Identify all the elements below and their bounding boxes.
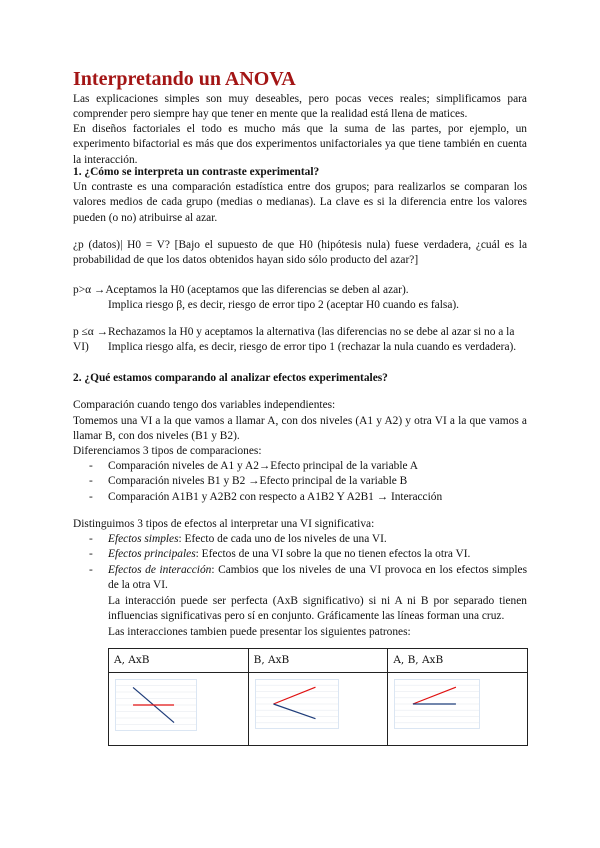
bullet: - [89, 460, 93, 472]
s2-line-2: Tomemos una VI a la que vamos a llamar A, con dos niveles (A1 y A2) y otra VI a la que vamos a llamar B, con dos niveles (B1 y B2). [73, 415, 527, 443]
table-header: A, AxB [109, 649, 249, 673]
s2-line-4: Distinguimos 3 tipos de efectos al interpretar una VI significativa: [73, 518, 375, 530]
table-cell [109, 673, 249, 746]
interaction-note: La interacción puede ser perfecta (AxB significativo) si ni A ni B por separado tienen influencias significativas pero sí en conjunto. Gráficamente las líneas forman una cruz. [108, 595, 527, 623]
interaction-chart-a [115, 679, 197, 731]
list-item [73, 563, 527, 594]
patterns-table [108, 648, 528, 746]
table-header: B, AxB [248, 649, 388, 673]
s1-reject-detail: Implica riesgo alfa, es decir, riesgo de error tipo 1 (rechazar la nula cuando es verdadera). [108, 341, 517, 353]
bullet: - [89, 563, 93, 576]
list-item [73, 474, 527, 489]
s1-accept-detail: Implica riesgo β, es decir, riesgo de error tipo 2 (aceptar H0 cuando es falsa). [108, 299, 460, 311]
effect-desc: : Efectos de una VI sobre la que no tienen efectos la otra VI. [195, 548, 471, 561]
list-item [73, 532, 527, 547]
bullet: - [89, 490, 93, 503]
bullet: - [89, 475, 93, 488]
list-item [73, 459, 527, 474]
table-header: A, B, AxB [388, 649, 528, 673]
list-item [73, 547, 527, 562]
s2-line-3: Diferenciamos 3 tipos de comparaciones: [73, 445, 262, 457]
interaction-chart-b [255, 679, 339, 729]
effect-term: Efectos de interacción [108, 563, 212, 576]
effects-list [73, 532, 527, 640]
intro-paragraph-1: Las explicaciones simples son muy deseables, pero pocas veces reales; simplificamos para comprender pero siempre hay que tener en mente que la realidad está llena de matices. [73, 93, 527, 121]
s2-line-1: Comparación cuando tengo dos variables independientes: [73, 399, 336, 411]
effect-desc: : Efecto de cada uno de los niveles de una VI. [178, 533, 387, 545]
page-title: Interpretando un ANOVA [73, 68, 296, 90]
interaction-chart-ab [394, 679, 480, 729]
list-item [73, 490, 527, 505]
bullet: - [89, 533, 93, 545]
s1-paragraph-1: Un contraste es una comparación estadística entre dos grupos; para realizarlos se comparan los valores medios de cada grupo (medias o medianas). La clave es si la diferencia entre los valores pueden (o no) atribuirse al azar. [73, 181, 527, 224]
list-item-text: Comparación niveles de A1 y A2→Efecto principal de la variable A [108, 460, 418, 472]
table-cell [248, 673, 388, 746]
effect-desc: : Cambios que los niveles de una VI provoca en los efectos simples de la otra VI. [108, 563, 527, 591]
intro-paragraph-2: En diseños factoriales el todo es mucho más que la suma de las partes, por ejemplo, un experimento bifactorial es más que dos experimentos unifactoriales ya que tiene también en cuenta la interacción. [73, 123, 527, 166]
effect-term: Efectos principales [108, 548, 196, 561]
list-item-text: Comparación niveles B1 y B2 →Efecto principal de la variable B [108, 475, 408, 488]
s1-accept-line: p>α →Aceptamos la H0 (aceptamos que las diferencias se deben al azar). [73, 284, 409, 296]
table-cell [388, 673, 528, 746]
s1-paragraph-2: ¿p (datos)| H0 = V? [Bajo el supuesto de que H0 (hipótesis nula) fuese verdadera, ¿cuál es la probabilidad de que los datos obtenidos hayan sido sólo producto del azar?] [73, 239, 527, 267]
effect-term: Efectos simples [108, 533, 179, 545]
section-2-heading: 2. ¿Qué estamos comparando al analizar efectos experimentales? [73, 372, 388, 384]
s1-reject-line: p ≤α →Rechazamos la H0 y aceptamos la alternativa (las diferencias no se debe al azar si no a la VI) [73, 326, 515, 354]
bullet: - [89, 548, 93, 561]
patterns-intro: Las interacciones tambien puede presentar los siguientes patrones: [108, 625, 411, 638]
comparisons-list [73, 459, 527, 505]
list-item-text: Comparación A1B1 y A2B2 con respecto a A1B2 Y A2B1 → Interacción [108, 490, 443, 503]
section-1-heading: 1. ¿Cómo se interpreta un contraste experimental? [73, 166, 320, 178]
